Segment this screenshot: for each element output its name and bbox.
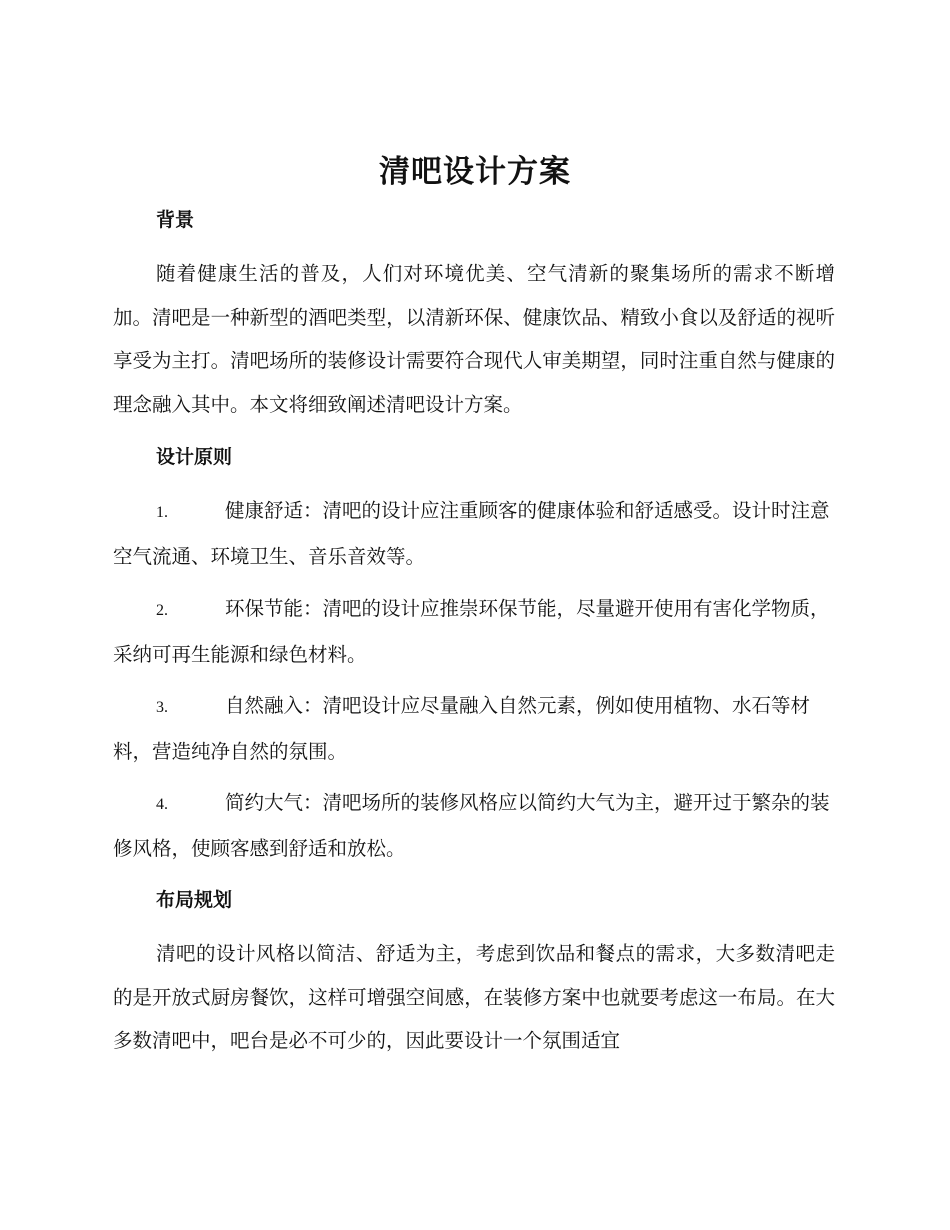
principle-item-4 [113,781,835,870]
section-heading-background: 背景 [156,209,195,231]
list-item-text: 自然融入：清吧设计应尽量融入自然元素，例如使用植物、水石等材料，营造纯净自然的氛围。 [113,694,811,763]
principle-item-3 [113,684,835,773]
section-heading-design-principles: 设计原则 [156,446,233,468]
list-number: 2. [156,602,168,619]
principle-item-2 [113,587,835,676]
background-paragraph: 随着健康生活的普及，人们对环境优美、空气清新的聚集场所的需求不断增加。清吧是一种新型的酒吧类型，以清新环保、健康饮品、精致小食以及舒适的视听享受为主打。清吧场所的装修设计需要符合现代人审美期望，同时注重自然与健康的理念融入其中。本文将细致阐述清吧设计方案。 [113,262,835,416]
list-item-text: 环保节能：清吧的设计应推崇环保节能，尽量避开使用有害化学物质，采纳可再生能源和绿色材料。 [113,597,830,666]
list-item-text: 健康舒适：清吧的设计应注重顾客的健康体验和舒适感受。设计时注意空气流通、环境卫生、音乐音效等。 [113,499,830,568]
document-title: 清吧设计方案 [379,154,571,190]
list-number: 3. [156,699,168,716]
principle-item-1 [113,489,835,578]
section-heading-layout-planning: 布局规划 [156,889,233,911]
list-number: 4. [156,796,168,813]
list-number: 1. [156,504,168,521]
list-item-text: 简约大气：清吧场所的装修风格应以简约大气为主，避开过于繁杂的装修风格，使顾客感到舒适和放松。 [113,791,830,860]
layout-planning-paragraph: 清吧的设计风格以简洁、舒适为主，考虑到饮品和餐点的需求，大多数清吧走的是开放式厨房餐饮，这样可增强空间感，在装修方案中也就要考虑这一布局。在大多数清吧中，吧台是必不可少的，因此要设计一个氛围适宜 [113,942,835,1052]
